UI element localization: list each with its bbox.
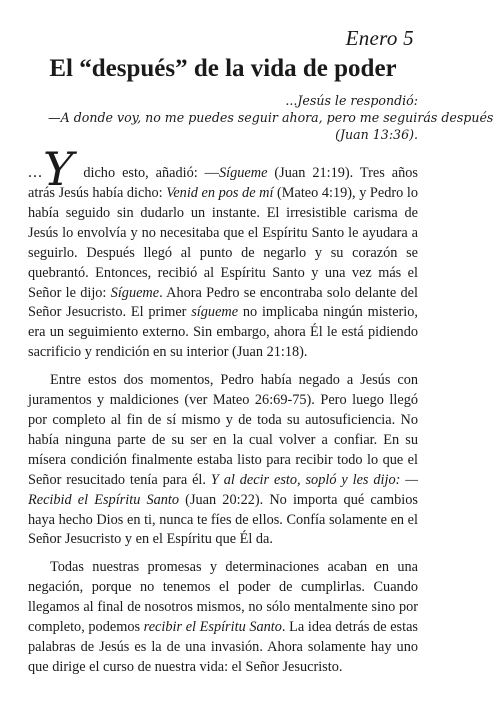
text-span: (Juan 20:22). No importa qué cambios haya hecho Dios en ti, nunca te fíes de ellos. Confía solamente en el Señor Jesucristo y en el Espíritu que Él da. bbox=[28, 491, 418, 548]
emphasis-span: Sígueme bbox=[110, 284, 160, 301]
epigraph-line-2: —A donde voy, no me puedes seguir ahora, pero me seguirás después bbox=[48, 110, 493, 125]
epigraph-line-3: (Juan 13:36). bbox=[335, 127, 418, 142]
text-span: Todas nuestras promesas y determinaciones acaban en una negación, porque no tenemos el poder de cumplirlas. Cuando llegamos al final de nosotros mismos, no sólo mentalmente sino por completo, podemos bbox=[28, 559, 418, 636]
drop-cap: Y bbox=[43, 142, 74, 196]
epigraph-line-1: ...Jesús le respondió: bbox=[285, 93, 418, 108]
epigraph bbox=[48, 92, 493, 143]
text-span: no implicaba ningún misterio, era un seguimiento externo. Sin embargo, ahora Él le está pidiendo sacrificio y rendición en su interior (Juan 21:18). bbox=[28, 304, 418, 361]
emphasis-span: Venid en pos de mí bbox=[166, 185, 274, 201]
text-span: . Ahora Pedro se encontraba solo delante del Señor Jesucristo. El primer bbox=[28, 284, 418, 321]
paragraph-1 bbox=[28, 142, 418, 363]
page-title: El “después” de la vida de poder bbox=[49, 55, 397, 82]
emphasis-span: Sígueme bbox=[218, 165, 268, 181]
page-date: Enero 5 bbox=[345, 26, 414, 50]
text-span: Entre estos dos momentos, Pedro había negado a Jesús con juramentos y maldiciones (ver Mateo 26:69-75). Pero luego llegó por completo al fin de sí mismo y de toda su autosuficiencia. No había ninguna parte de su ser en la cual volver a confiar. En su mísera condición finalmente estaba listo para recibir todo lo que el Señor resucitado tenía para él. bbox=[28, 372, 418, 488]
ellipsis: ... bbox=[28, 164, 43, 181]
paragraph-2 bbox=[28, 371, 418, 550]
emphasis-span: Y al decir esto, sopló y les dijo: —Recibid el Espíritu Santo bbox=[28, 471, 418, 508]
text-span: dicho esto, añadió: — bbox=[76, 165, 219, 181]
text-span: (Juan 21:19). Tres años atrás Jesús había dicho: bbox=[28, 165, 418, 201]
text-span: . La idea detrás de estas palabras de Jesús es la de una invasión. Ahora solamente hay uno que dirige el curso de nuestra vida: el Señor Jesucristo. bbox=[28, 619, 418, 675]
body-text bbox=[28, 142, 418, 686]
emphasis-span: recibir el Espíritu Santo bbox=[143, 619, 282, 636]
emphasis-span: sígueme bbox=[191, 304, 239, 321]
text-span: (Mateo 4:19), y Pedro lo había seguido sin dudarlo un instante. El irresistible carisma de Jesús lo envolvía y no necesitaba que el Espíritu Santo le ayudara a seguirlo. Después llegó al punto de negarlo y su corazón se quebrantó. Entonces, recibió al Espíritu Santo y una vez más el Señor le dijo: bbox=[28, 185, 418, 301]
paragraph-3 bbox=[28, 558, 418, 677]
